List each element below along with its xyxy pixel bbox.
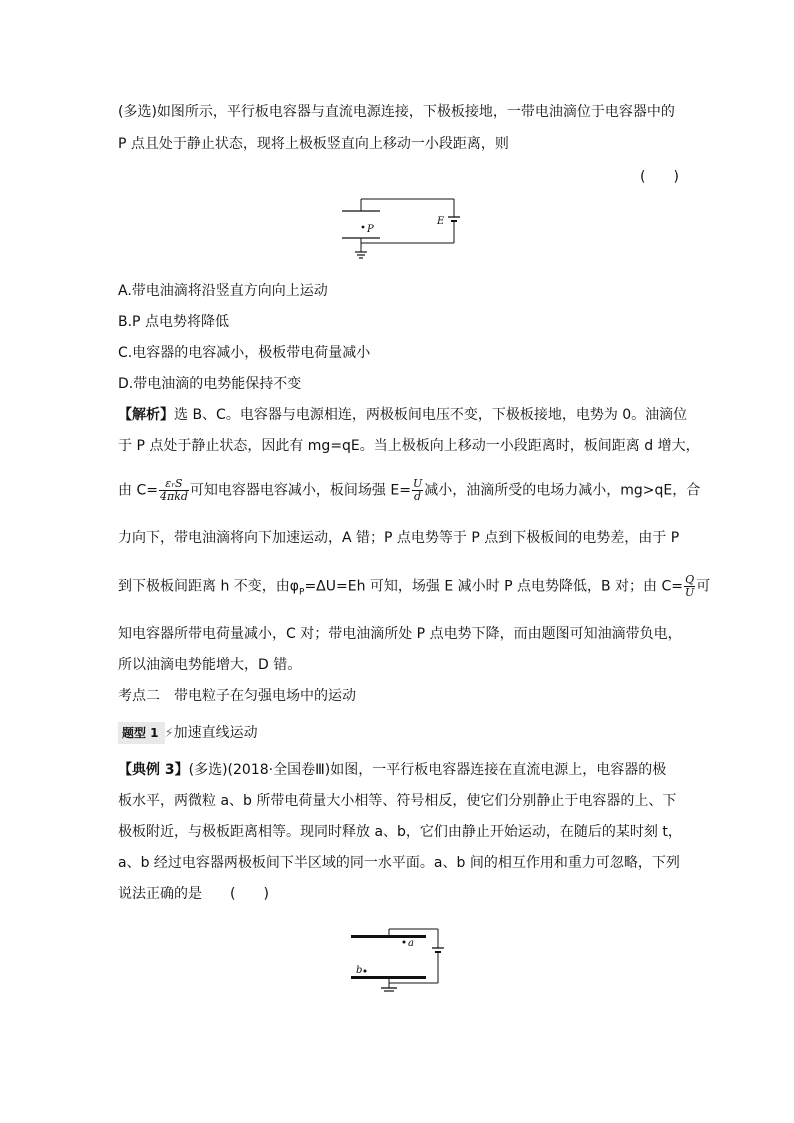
- analysis-line-4: 力向下，带电油滴将向下加速运动，A 错；P 点电势等于 P 点到下极板间的电势差，由于 P: [118, 530, 680, 546]
- analysis-line-5c: 可: [696, 578, 711, 595]
- question-text-line-1: (多选)如图所示，平行板电容器与直流电源连接，下极板接地，一带电油滴位于电容器中的: [118, 104, 675, 120]
- option-b: B.P 点电势将降低: [118, 314, 229, 330]
- analysis-line-6: 知电容器所带电荷量减小，C 对；带电油滴所处 P 点电势下降，而由题图可知油滴带负电，: [118, 626, 682, 642]
- example-line-4: a、b 经过电容器两极板间下半区域的同一水平面。a、b 间的相互作用和重力可忽略，下列: [118, 855, 680, 871]
- example-line-5: 说法正确的是 ( ): [118, 886, 269, 902]
- circuit-figure-2: [345, 925, 455, 997]
- particle-a-dot: [403, 941, 406, 944]
- analysis-line-2: 于 P 点处于静止状态，因此有 mg=qE。当上极板向上移动一小段距离时，板间距离 d 增大，: [118, 438, 700, 454]
- analysis-line-7: 所以油滴电势能增大，D 错。: [118, 657, 302, 673]
- type-tag: 题型 1: [118, 722, 165, 744]
- particle-b-label: b: [356, 965, 363, 976]
- option-a: A.带电油滴将沿竖直方向向上运动: [118, 283, 328, 299]
- circuit-figure-1: [330, 190, 470, 262]
- analysis-line-3a: 由 C=: [118, 482, 158, 499]
- fraction-denominator: 4πkd: [159, 490, 188, 503]
- analysis-line-5: [118, 574, 710, 602]
- analysis-line-5a: 到下极板间距离 h 不变，由φ: [118, 578, 300, 595]
- answer-paren: ( ): [640, 169, 679, 185]
- analysis-line-1: [118, 405, 687, 425]
- particle-b-dot: [364, 970, 367, 973]
- example-line-3: 极板附近，与极板距离相等。现同时释放 a、b，它们由静止开始运动，在随后的某时刻 t，: [118, 824, 682, 840]
- field-fraction: [412, 478, 423, 503]
- fraction-denominator: U: [685, 586, 695, 599]
- capacitance-q-fraction: [684, 574, 695, 599]
- phi-subscript: P: [299, 587, 305, 598]
- fraction-numerator: U: [412, 477, 423, 490]
- option-d: D.带电油滴的电势能保持不变: [118, 376, 302, 392]
- example-line-1-text: (多选)(2018·全国卷Ⅲ)如图，一平行板电容器连接在直流电源上，电容器的极: [188, 762, 667, 778]
- example-line-2: 板水平，两微粒 a、b 所带电荷量大小相等、符号相反，使它们分别静止于电容器的上、下: [118, 793, 677, 809]
- type-title: 加速直线运动: [173, 725, 258, 741]
- point-p-dot: [362, 226, 365, 229]
- analysis-tag: 【解析】: [118, 407, 174, 423]
- fraction-numerator: εᵣS: [159, 478, 189, 491]
- analysis-line-3b: 可知电容器电容减小，板间场强 E=: [189, 482, 411, 499]
- fraction-numerator: Q: [685, 573, 695, 586]
- particle-a-label: a: [408, 938, 414, 949]
- question-text-line-2: P 点且处于静止状态，现将上极板竖直向上移动一小段距离，则: [118, 136, 509, 152]
- option-c: C.电容器的电容减小，极板带电荷量减小: [118, 345, 371, 361]
- example-line-1: [118, 760, 666, 780]
- capacitance-fraction: [159, 478, 189, 503]
- type-heading: [118, 722, 258, 744]
- fraction-denominator: d: [414, 490, 422, 503]
- analysis-line-3: [118, 478, 700, 503]
- analysis-line-5b: =ΔU=Eh 可知，场强 E 减小时 P 点电势降低，B 对；由 C=: [304, 578, 684, 595]
- point-p-label: P: [367, 224, 374, 235]
- section-title: 考点二 带电粒子在匀强电场中的运动: [118, 688, 356, 704]
- analysis-line-3c: 减小，油滴所受的电场力减小，mg>qE，合: [424, 482, 701, 499]
- analysis-line-1-text: 选 B、C。电容器与电源相连，两极板间电压不变，下极板接地，电势为 0。油滴位: [174, 407, 688, 423]
- battery-label: E: [437, 216, 445, 227]
- example-tag: 【典例 3】: [118, 762, 189, 778]
- lightning-icon: ⚡: [164, 726, 174, 741]
